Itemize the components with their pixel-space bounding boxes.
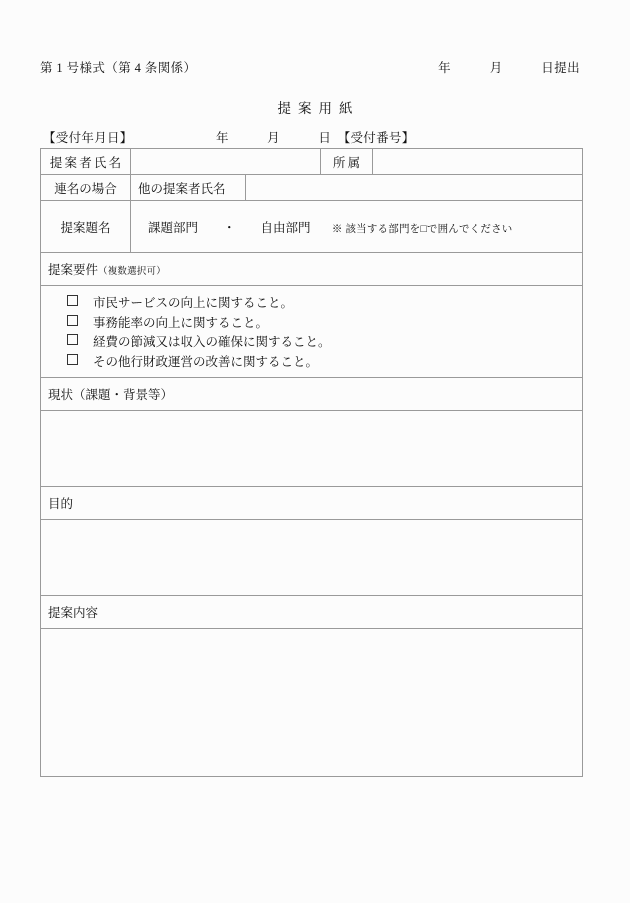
purpose-label-cell xyxy=(41,487,583,520)
proposal-title-category-cell[interactable] xyxy=(131,201,583,253)
page-title: 提案用紙 xyxy=(277,101,360,116)
proposal-title-label-cell: 提案題名 xyxy=(41,201,131,253)
receipt-info-line[interactable]: 【受付年月日】 年 月 日 【受付番号】 xyxy=(43,131,415,145)
requirements-checkbox-list xyxy=(41,288,582,376)
joint-name-label-cell: 連名の場合 xyxy=(41,175,131,201)
requirements-heading: 提案要件 xyxy=(48,263,99,277)
table-row xyxy=(41,596,583,629)
purpose-input[interactable] xyxy=(41,520,583,596)
requirements-sub-note: （複数選択可） xyxy=(98,267,166,277)
purpose-label: 目的 xyxy=(48,497,74,511)
current-state-label-cell xyxy=(41,378,583,411)
table-row xyxy=(41,286,583,378)
table-row xyxy=(41,149,583,175)
requirement-label: 経費の節減又は収入の確保に関すること。 xyxy=(93,335,331,350)
table-row xyxy=(41,520,583,596)
proposal-content-label-cell xyxy=(41,596,583,629)
affiliation-label-cell: 所属 xyxy=(321,149,373,175)
requirement-label: その他行財政運営の改善に関すること。 xyxy=(93,354,319,369)
affiliation-input[interactable] xyxy=(373,149,583,175)
table-row xyxy=(41,253,583,286)
checkbox-icon[interactable] xyxy=(67,334,78,345)
current-state-label: 現状（課題・背景等） xyxy=(48,388,174,402)
other-proposer-label-cell: 他の提案者氏名 xyxy=(131,175,246,201)
table-row xyxy=(41,175,583,201)
proposer-name-label-cell: 提案者氏名 xyxy=(41,149,131,175)
checkbox-icon[interactable] xyxy=(67,295,78,306)
form-number-label: 第 1 号様式（第 4 条関係） xyxy=(40,61,197,75)
list-item[interactable] xyxy=(41,352,582,370)
requirements-checkbox-cell xyxy=(41,286,583,378)
proposal-content-label: 提案内容 xyxy=(48,606,99,620)
list-item[interactable] xyxy=(41,332,582,350)
list-item[interactable] xyxy=(41,293,582,311)
current-state-input[interactable] xyxy=(41,411,583,487)
document-header xyxy=(40,58,582,76)
proposal-content-input[interactable] xyxy=(41,629,583,777)
table-row xyxy=(41,487,583,520)
requirement-label: 市民サービスの向上に関すること。 xyxy=(93,296,294,311)
checkbox-icon[interactable] xyxy=(67,315,78,326)
list-item[interactable] xyxy=(41,313,582,331)
department-note: ※ 該当する部門を□で囲んでください xyxy=(310,223,513,235)
table-row xyxy=(41,411,583,487)
proposal-form-table xyxy=(40,148,583,777)
department-choice[interactable] xyxy=(131,218,582,236)
department-options[interactable]: 課題部門 ・ 自由部門 xyxy=(148,220,311,235)
proposer-name-input[interactable] xyxy=(131,149,321,175)
table-row xyxy=(41,378,583,411)
table-row xyxy=(41,201,583,253)
other-proposer-input[interactable] xyxy=(246,175,583,201)
requirements-heading-cell xyxy=(41,253,583,286)
table-row xyxy=(41,629,583,777)
requirement-label: 事務能率の向上に関すること。 xyxy=(93,315,269,330)
submission-date-field[interactable]: 年 月 日提出 xyxy=(438,61,580,75)
checkbox-icon[interactable] xyxy=(67,354,78,365)
